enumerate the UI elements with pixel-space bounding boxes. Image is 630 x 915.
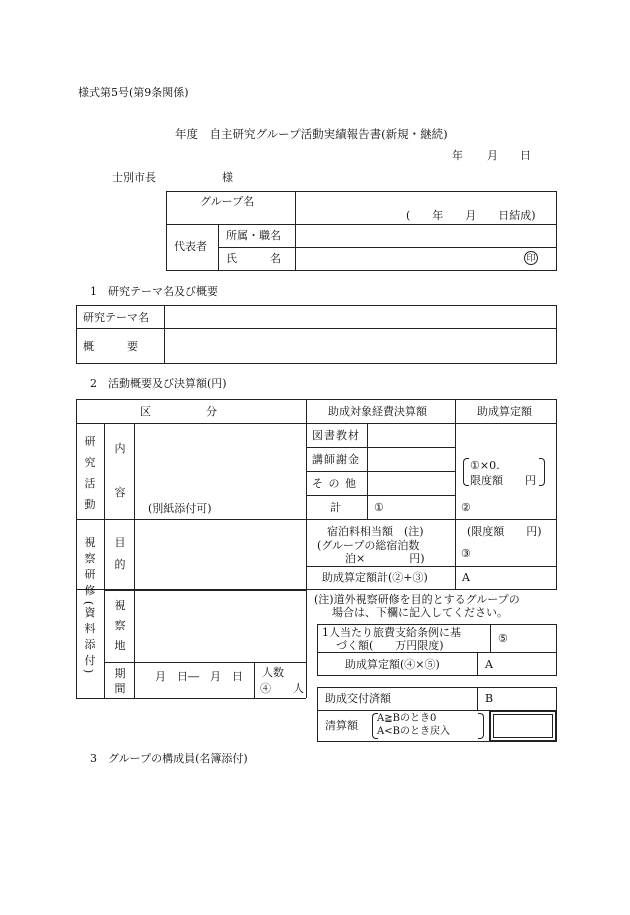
grant-formula: ①×0. xyxy=(470,459,500,472)
period-label: 期 間 xyxy=(114,667,126,695)
study-tour-label: 視 察 研 修 ( 資 料 添 付 ) xyxy=(82,536,96,674)
visit-place-label: 視 察 地 xyxy=(114,599,126,652)
name-label: 氏 名 xyxy=(226,252,281,265)
date-month-label: 月 xyxy=(487,149,498,162)
settlement-amount-field[interactable] xyxy=(490,711,556,741)
purpose-label: 目 的 xyxy=(114,536,126,571)
affiliation-label: 所属・職名 xyxy=(226,229,281,242)
expense-item-other: そ の 他 xyxy=(312,477,357,490)
travel-line1: 1人当たり旅費支給条例に基 xyxy=(322,626,461,639)
travel-mark-5: ⑤ xyxy=(498,632,508,645)
page-title: 年度 自主研究グループ活動実績報告書(新規・継続) xyxy=(175,127,448,141)
lodging-limit: (限度額 円) xyxy=(467,525,542,538)
section3-heading: 3 グループの構成員(名簿添付) xyxy=(90,752,248,765)
research-content-field[interactable] xyxy=(136,425,304,500)
formed-date-text: ( 年 月 日結成) xyxy=(406,209,536,222)
representative-label: 代表者 xyxy=(174,240,207,253)
purpose-field[interactable] xyxy=(136,521,304,588)
summary-label: 概 要 xyxy=(83,340,138,353)
grant-bracket-left xyxy=(463,458,469,486)
books-amount-field[interactable] xyxy=(369,425,453,445)
travel-grant-label: 助成算定額(④×⑤) xyxy=(345,658,440,671)
form-number: 様式第5号(第9条関係) xyxy=(78,86,189,99)
section2-heading: 2 活動概要及び決算額(円) xyxy=(90,377,227,390)
settlement-case2: A<Bのとき戻入 xyxy=(377,726,450,737)
name-field[interactable] xyxy=(296,249,516,269)
date-day-label: 日 xyxy=(520,149,531,162)
grant-mark-2: ② xyxy=(461,501,471,514)
visit-place-field[interactable] xyxy=(136,592,304,660)
lodging-sub1: (グループの総宿泊数 xyxy=(317,539,420,552)
seal-mark: 印 xyxy=(524,251,538,265)
period-value: 月 日― 月 日 xyxy=(155,670,243,683)
research-content-label: 内 容 xyxy=(114,442,126,499)
travel-line2: づく額( 万円限度) xyxy=(336,639,444,652)
settlement-label: 清算額 xyxy=(325,719,358,732)
grant-limit: 限度額 円 xyxy=(470,474,536,487)
theme-name-field[interactable] xyxy=(166,307,555,327)
expense-item-lecturer: 講師謝金 xyxy=(312,453,360,466)
grant-bracket-right xyxy=(539,458,545,486)
lecturer-amount-field[interactable] xyxy=(369,449,453,469)
section1-heading: 1 研究テーマ名及び概要 xyxy=(90,285,218,298)
grant-paid-label: 助成交付済額 xyxy=(325,692,391,705)
grant-total-label: 助成算定額計(②+③) xyxy=(322,571,428,584)
travel-grant-mark: A xyxy=(485,658,493,671)
note-line2: 場合は、下欄に記入してください。 xyxy=(332,606,508,619)
col-header-expense: 助成対象経費決算額 xyxy=(328,405,427,418)
group-name-label: グループ名 xyxy=(200,195,255,208)
date-year-label: 年 xyxy=(452,149,463,162)
col-header-grant: 助成算定額 xyxy=(477,405,532,418)
col-header-category: 区 分 xyxy=(140,405,217,418)
lodging-label: 宿泊料相当額 (注) xyxy=(327,525,424,538)
summary-field[interactable] xyxy=(166,330,555,362)
grant-mark-3: ③ xyxy=(461,547,471,560)
people-value: ④ 人 xyxy=(260,682,304,695)
lodging-sub2: 泊× 円) xyxy=(345,552,425,565)
expense-total-label: 計 xyxy=(330,501,341,514)
expense-item-books: 図書教材 xyxy=(312,429,360,442)
expense-total-mark: ① xyxy=(374,501,384,514)
research-activity-label: 研 究 活 動 xyxy=(84,435,96,511)
settlement-bracket-right xyxy=(478,713,484,739)
affiliation-field[interactable] xyxy=(296,226,555,246)
addressee-honorific: 様 xyxy=(222,171,233,184)
settlement-case1: A≧Bのとき0 xyxy=(377,713,437,724)
other-amount-field[interactable] xyxy=(369,473,453,493)
note-line1: (注)道外視察研修を目的とするグループの xyxy=(314,593,520,606)
theme-name-label: 研究テーマ名 xyxy=(83,311,149,324)
attachment-note: (別紙添付可) xyxy=(148,502,212,515)
grant-total-mark: A xyxy=(462,571,470,584)
people-label: 人数 xyxy=(262,666,284,679)
grant-paid-mark: B xyxy=(485,692,494,705)
addressee: 士別市長 xyxy=(112,171,156,184)
